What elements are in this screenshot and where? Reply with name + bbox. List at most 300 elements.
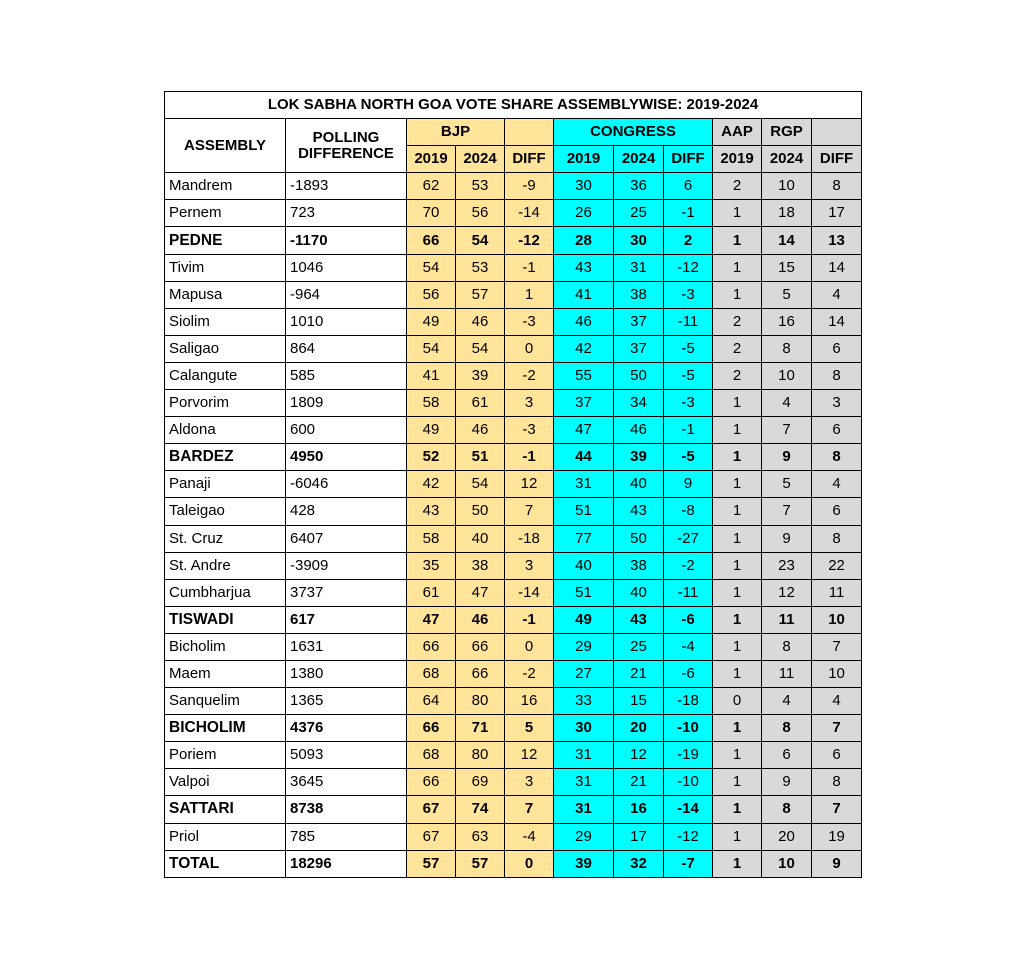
assembly-name: Saligao [165,335,286,362]
aap-2019-value: 1 [713,715,762,742]
rgp-2024-value: 5 [762,281,812,308]
rgp-2024-value: 23 [762,552,812,579]
bjp-2019-value: 70 [407,200,456,227]
aap-2019-value: 2 [713,308,762,335]
bjp-diff-value: -4 [505,823,554,850]
assembly-name: PEDNE [165,227,286,254]
congress-diff-value: -5 [664,335,713,362]
polling-difference: 6407 [286,525,407,552]
rgp-diff-value: 4 [812,281,862,308]
congress-2019-value: 51 [554,579,614,606]
rgp-2024-value: 8 [762,335,812,362]
bjp-2024-value: 66 [456,660,505,687]
rgp-diff-value: 11 [812,579,862,606]
rgp-diff-value: 13 [812,227,862,254]
polling-difference: 18296 [286,850,407,877]
aap-2019-value: 1 [713,850,762,877]
congress-diff-value: -12 [664,823,713,850]
bjp-diff-value: -3 [505,308,554,335]
congress-diff-value: -1 [664,200,713,227]
congress-diff-value: -18 [664,688,713,715]
congress-2019-value: 43 [554,254,614,281]
rgp-2024-value: 15 [762,254,812,281]
bjp-diff-value: 0 [505,335,554,362]
bjp-diff-value: 0 [505,850,554,877]
assembly-name: SATTARI [165,796,286,823]
aap-2019-value: 1 [713,471,762,498]
congress-diff-value: -8 [664,498,713,525]
table-row [165,552,862,579]
aap-2019-value: 1 [713,606,762,633]
assembly-name: Sanquelim [165,688,286,715]
assembly-name: TISWADI [165,606,286,633]
assembly-name: Bicholim [165,633,286,660]
assembly-name: TOTAL [165,850,286,877]
aap-2019-value: 1 [713,579,762,606]
polling-difference: 5093 [286,742,407,769]
bjp-2019-value: 35 [407,552,456,579]
assembly-name: Valpoi [165,769,286,796]
polling-difference: -1170 [286,227,407,254]
polling-difference: 428 [286,498,407,525]
assembly-name: Porvorim [165,390,286,417]
bjp-2024-value: 54 [456,227,505,254]
rgp-diff-value: 6 [812,498,862,525]
bjp-diff-value: 3 [505,390,554,417]
congress-2019-value: 44 [554,444,614,471]
assembly-name: Poriem [165,742,286,769]
congress-2024-value: 43 [614,606,664,633]
assembly-name: Priol [165,823,286,850]
polling-header-line1: POLLING [312,128,380,146]
rgp-diff-value: 7 [812,796,862,823]
table-row [165,850,862,877]
bjp-diff-value: 0 [505,633,554,660]
congress-2019-value: 51 [554,498,614,525]
bjp-diff-value: -1 [505,444,554,471]
rgp-2024-value: 4 [762,390,812,417]
bjp-diff-value: 3 [505,552,554,579]
congress-2019-value: 31 [554,796,614,823]
table-row [165,769,862,796]
congress-2019-value: 33 [554,688,614,715]
aap-2019-value: 1 [713,823,762,850]
congress-2019-value: 31 [554,742,614,769]
bjp-2024-value: 63 [456,823,505,850]
aap-2019-value: 0 [713,688,762,715]
polling-difference: 1046 [286,254,407,281]
bjp-2019-value: 62 [407,173,456,200]
bjp-2024-value: 80 [456,688,505,715]
rgp-diff-value: 10 [812,606,862,633]
congress-2019-value: 41 [554,281,614,308]
bjp-2019-value: 52 [407,444,456,471]
polling-difference: 1631 [286,633,407,660]
congress-2024-value: 37 [614,308,664,335]
rgp-2024-value: 9 [762,769,812,796]
aap-2019-value: 1 [713,390,762,417]
aap-2019-value: 1 [713,227,762,254]
rgp-diff-value: 8 [812,362,862,389]
congress-2019-value: 47 [554,417,614,444]
bjp-diff-value: 5 [505,715,554,742]
congress-2019-value: 37 [554,390,614,417]
bjp-2019-value: 64 [407,688,456,715]
rgp-diff-value: 8 [812,769,862,796]
congress-2019-value: 31 [554,769,614,796]
rgp-diff-value: 17 [812,200,862,227]
table-row [165,633,862,660]
aap-2019-value: 1 [713,281,762,308]
congress-2019-value: 77 [554,525,614,552]
aap-2019-header: 2019 [713,146,762,173]
bjp-2019-header: 2019 [407,146,456,173]
bjp-2019-value: 49 [407,417,456,444]
assembly-name: Tivim [165,254,286,281]
bjp-2019-value: 58 [407,525,456,552]
rgp-diff-header: DIFF [812,146,862,173]
bjp-diff-value: 1 [505,281,554,308]
rgp-2024-value: 20 [762,823,812,850]
congress-2024-value: 32 [614,850,664,877]
aap-2019-value: 1 [713,498,762,525]
table-row [165,688,862,715]
polling-difference: 864 [286,335,407,362]
aap-2019-value: 1 [713,444,762,471]
table-row [165,308,862,335]
aap-2019-value: 1 [713,254,762,281]
assembly-header: ASSEMBLY [165,119,286,173]
congress-diff-value: -27 [664,525,713,552]
polling-difference: 617 [286,606,407,633]
bjp-2024-value: 51 [456,444,505,471]
bjp-2019-value: 42 [407,471,456,498]
bjp-2019-value: 68 [407,742,456,769]
polling-difference: -3909 [286,552,407,579]
bjp-diff-value: -18 [505,525,554,552]
bjp-2019-value: 61 [407,579,456,606]
bjp-diff-value: -14 [505,579,554,606]
aap-2019-value: 1 [713,552,762,579]
table-row [165,390,862,417]
assembly-name: Mandrem [165,173,286,200]
congress-2024-value: 21 [614,660,664,687]
congress-2024-value: 40 [614,579,664,606]
bjp-2024-value: 40 [456,525,505,552]
congress-diff-value: -1 [664,417,713,444]
bjp-2019-value: 68 [407,660,456,687]
bjp-2019-value: 54 [407,335,456,362]
table-row [165,796,862,823]
rgp-2024-value: 18 [762,200,812,227]
congress-2024-value: 46 [614,417,664,444]
rgp-diff-value: 7 [812,715,862,742]
congress-diff-value: -5 [664,362,713,389]
rgp-2024-value: 8 [762,633,812,660]
bjp-2024-value: 61 [456,390,505,417]
table-row [165,715,862,742]
congress-2024-header: 2024 [614,146,664,173]
rgp-diff-value: 8 [812,525,862,552]
rgp-diff-value: 8 [812,444,862,471]
congress-diff-value: -10 [664,715,713,742]
congress-diff-value: 6 [664,173,713,200]
congress-2024-value: 40 [614,471,664,498]
bjp-2024-value: 69 [456,769,505,796]
rgp-diff-value: 19 [812,823,862,850]
bjp-diff-value: -12 [505,227,554,254]
congress-2024-value: 15 [614,688,664,715]
bjp-diff-value: 7 [505,796,554,823]
congress-diff-value: 2 [664,227,713,254]
polling-difference: 1365 [286,688,407,715]
bjp-diff-value: -14 [505,200,554,227]
assembly-name: St. Cruz [165,525,286,552]
table-row [165,362,862,389]
congress-diff-value: -6 [664,606,713,633]
aap-2019-value: 1 [713,633,762,660]
congress-2024-value: 31 [614,254,664,281]
rgp-diff-value: 14 [812,308,862,335]
bjp-2024-value: 71 [456,715,505,742]
aap-2019-value: 2 [713,362,762,389]
rgp-diff-value: 22 [812,552,862,579]
table-row [165,254,862,281]
rgp-2024-value: 10 [762,850,812,877]
bjp-2024-value: 46 [456,417,505,444]
assembly-name: Maem [165,660,286,687]
rgp-diff-value: 6 [812,417,862,444]
polling-difference: 1809 [286,390,407,417]
rgp-2024-value: 9 [762,444,812,471]
assembly-name: Calangute [165,362,286,389]
bjp-2024-value: 38 [456,552,505,579]
bjp-2019-value: 49 [407,308,456,335]
congress-diff-header: DIFF [664,146,713,173]
congress-2024-value: 25 [614,200,664,227]
aap-2019-value: 2 [713,173,762,200]
rgp-diff-value: 4 [812,688,862,715]
table-title: LOK SABHA NORTH GOA VOTE SHARE ASSEMBLYWISE: 2019-2024 [165,92,862,119]
bjp-2019-value: 66 [407,633,456,660]
congress-diff-value: -11 [664,308,713,335]
aap-2019-value: 1 [713,796,762,823]
bjp-2019-value: 67 [407,823,456,850]
rgp-2024-value: 10 [762,362,812,389]
rgp-diff-value: 14 [812,254,862,281]
aap-2019-value: 1 [713,200,762,227]
congress-2024-value: 34 [614,390,664,417]
bjp-2024-value: 46 [456,606,505,633]
congress-2024-value: 36 [614,173,664,200]
rgp-diff-value: 3 [812,390,862,417]
congress-2024-value: 12 [614,742,664,769]
aap-2019-value: 1 [713,660,762,687]
bjp-2019-value: 56 [407,281,456,308]
congress-2024-value: 30 [614,227,664,254]
rgp-diff-value: 8 [812,173,862,200]
congress-diff-value: -5 [664,444,713,471]
bjp-2019-value: 66 [407,227,456,254]
bjp-header-blank [505,119,554,146]
congress-2024-value: 38 [614,281,664,308]
aap-2019-value: 1 [713,525,762,552]
rgp-2024-header: 2024 [762,146,812,173]
bjp-2024-value: 54 [456,335,505,362]
rgp-2024-value: 4 [762,688,812,715]
aap-2019-value: 1 [713,417,762,444]
bjp-2019-value: 41 [407,362,456,389]
bjp-2024-value: 46 [456,308,505,335]
bjp-diff-value: -3 [505,417,554,444]
polling-difference: 3737 [286,579,407,606]
congress-diff-value: -4 [664,633,713,660]
assembly-name: BICHOLIM [165,715,286,742]
congress-2024-value: 17 [614,823,664,850]
table-row [165,173,862,200]
bjp-diff-value: -9 [505,173,554,200]
congress-diff-value: -19 [664,742,713,769]
assembly-name: Panaji [165,471,286,498]
table-row [165,444,862,471]
bjp-diff-value: -2 [505,660,554,687]
rgp-2024-value: 11 [762,660,812,687]
polling-difference-header [286,119,407,173]
bjp-diff-value: 12 [505,742,554,769]
bjp-2019-value: 66 [407,715,456,742]
bjp-2019-value: 43 [407,498,456,525]
rgp-header: RGP [762,119,812,146]
congress-2019-value: 49 [554,606,614,633]
bjp-2024-value: 39 [456,362,505,389]
bjp-diff-value: -2 [505,362,554,389]
rgp-diff-value: 6 [812,742,862,769]
bjp-2024-value: 74 [456,796,505,823]
congress-diff-value: -14 [664,796,713,823]
rgp-diff-value: 4 [812,471,862,498]
rgp-2024-value: 6 [762,742,812,769]
polling-difference: 785 [286,823,407,850]
bjp-2024-value: 56 [456,200,505,227]
aap-header: AAP [713,119,762,146]
bjp-2019-value: 58 [407,390,456,417]
table-row [165,335,862,362]
polling-difference: -1893 [286,173,407,200]
congress-2024-value: 50 [614,525,664,552]
rgp-2024-value: 5 [762,471,812,498]
congress-2019-value: 42 [554,335,614,362]
bjp-header: BJP [407,119,505,146]
polling-difference: -6046 [286,471,407,498]
congress-2024-value: 38 [614,552,664,579]
congress-2019-header: 2019 [554,146,614,173]
congress-diff-value: -3 [664,281,713,308]
polling-header-line2: DIFFERENCE [298,144,394,162]
assembly-name: Mapusa [165,281,286,308]
congress-2019-value: 26 [554,200,614,227]
assembly-name: Siolim [165,308,286,335]
assembly-name: St. Andre [165,552,286,579]
bjp-diff-header: DIFF [505,146,554,173]
table-row [165,823,862,850]
congress-diff-value: -2 [664,552,713,579]
table-row [165,471,862,498]
polling-difference: 585 [286,362,407,389]
congress-diff-value: -7 [664,850,713,877]
congress-2019-value: 29 [554,823,614,850]
polling-difference: 1380 [286,660,407,687]
rgp-2024-value: 11 [762,606,812,633]
congress-2024-value: 43 [614,498,664,525]
congress-2019-value: 29 [554,633,614,660]
polling-difference: 1010 [286,308,407,335]
rgp-2024-value: 16 [762,308,812,335]
congress-2024-value: 37 [614,335,664,362]
congress-diff-value: 9 [664,471,713,498]
assembly-name: Aldona [165,417,286,444]
rgp-diff-value: 7 [812,633,862,660]
bjp-diff-value: -1 [505,606,554,633]
assembly-name: Cumbharjua [165,579,286,606]
rgp-2024-value: 12 [762,579,812,606]
bjp-2024-value: 66 [456,633,505,660]
congress-2019-value: 28 [554,227,614,254]
aap-2019-value: 1 [713,742,762,769]
bjp-2019-value: 66 [407,769,456,796]
rgp-2024-value: 8 [762,796,812,823]
vote-share-table [164,91,862,878]
aap-2019-value: 1 [713,769,762,796]
bjp-2024-value: 57 [456,850,505,877]
polling-difference: 3645 [286,769,407,796]
rgp-2024-value: 9 [762,525,812,552]
congress-2019-value: 40 [554,552,614,579]
table-row [165,227,862,254]
table-row [165,660,862,687]
bjp-diff-value: 16 [505,688,554,715]
assembly-name: Taleigao [165,498,286,525]
congress-diff-value: -11 [664,579,713,606]
bjp-diff-value: 7 [505,498,554,525]
congress-header: CONGRESS [554,119,713,146]
bjp-2024-value: 80 [456,742,505,769]
table-row [165,281,862,308]
polling-difference: 723 [286,200,407,227]
rgp-diff-value: 9 [812,850,862,877]
table-body [165,173,862,877]
polling-difference: 600 [286,417,407,444]
congress-diff-value: -6 [664,660,713,687]
bjp-2019-value: 57 [407,850,456,877]
congress-2024-value: 20 [614,715,664,742]
congress-2024-value: 21 [614,769,664,796]
bjp-2019-value: 54 [407,254,456,281]
congress-diff-value: -10 [664,769,713,796]
congress-2019-value: 30 [554,715,614,742]
bjp-diff-value: -1 [505,254,554,281]
polling-difference: 4950 [286,444,407,471]
table-row [165,606,862,633]
assembly-name: Pernem [165,200,286,227]
rgp-2024-value: 7 [762,498,812,525]
bjp-diff-value: 12 [505,471,554,498]
rgp-2024-value: 8 [762,715,812,742]
bjp-diff-value: 3 [505,769,554,796]
congress-2024-value: 25 [614,633,664,660]
table-row [165,200,862,227]
congress-2019-value: 39 [554,850,614,877]
rgp-2024-value: 14 [762,227,812,254]
